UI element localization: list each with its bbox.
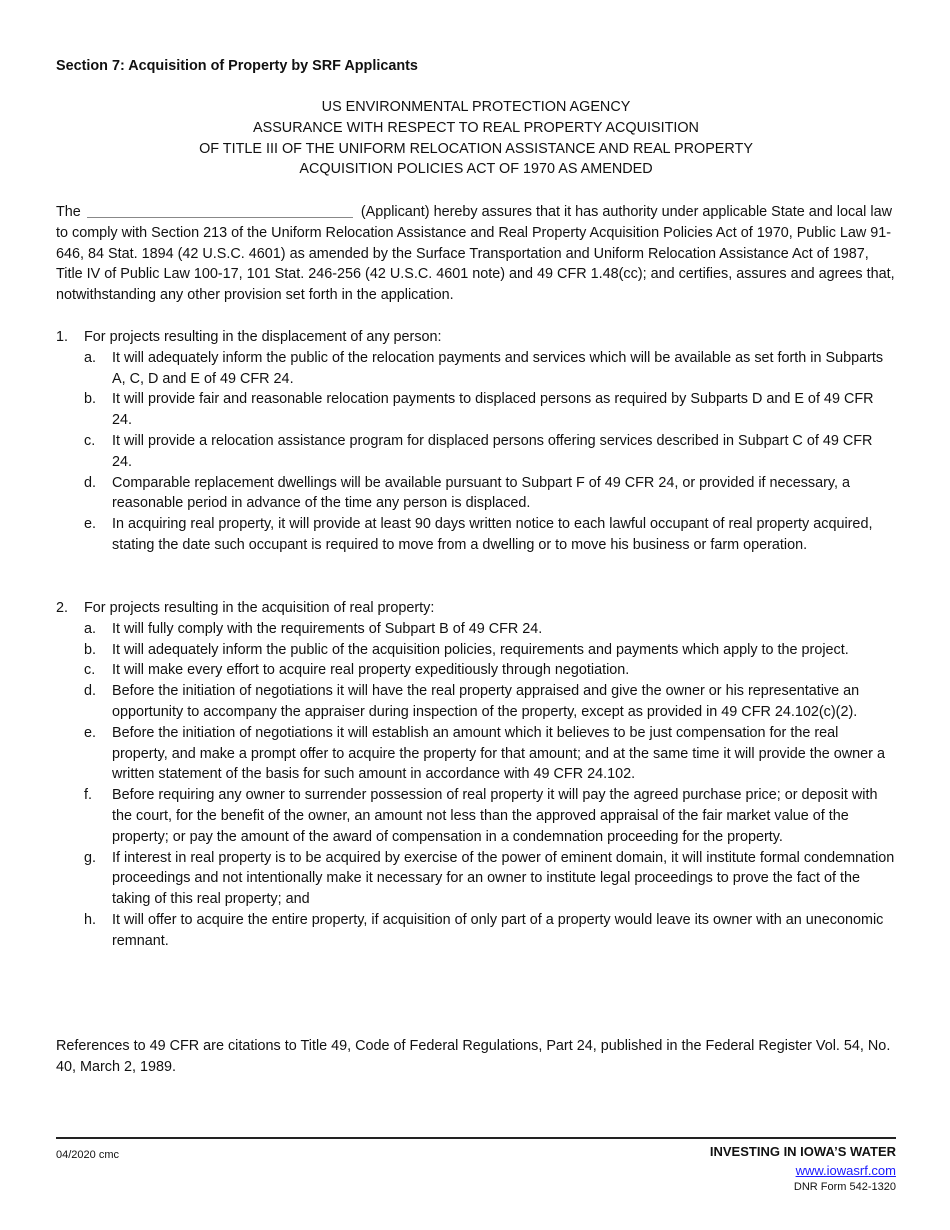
- website-link[interactable]: www.iowasrf.com: [795, 1163, 896, 1178]
- item-text: It will provide a relocation assistance program for displaced persons offering services described in Subpart C of 49 CFR 24.: [112, 432, 873, 470]
- list-item: [56, 723, 896, 785]
- list-heading-text: For projects resulting in the acquisition of real property:: [84, 600, 435, 616]
- list-item: [56, 514, 896, 556]
- item-text: Before the initiation of negotiations it will have the real property appraised and give the owner or his representative an opportunity to accompany the appraiser during inspection of the property, except as provided in 49 CFR 24.102(c)(2).: [112, 683, 860, 720]
- item-text: It will offer to acquire the entire property, if acquisition of only part of a property would leave its owner with an uneconomic remnant.: [112, 911, 884, 949]
- list-item: [56, 431, 896, 473]
- header-line-1: US ENVIRONMENTAL PROTECTION AGENCY: [321, 99, 631, 115]
- item-letter: e.: [84, 516, 97, 533]
- item-letter: d.: [84, 474, 97, 491]
- header-line-2: ASSURANCE WITH RESPECT TO REAL PROPERTY ACQUISITION: [253, 119, 699, 136]
- item-letter: g.: [84, 849, 97, 866]
- item-text: It will provide fair and reasonable relocation payments to displaced persons as required by Subparts D and E of 49 CFR 24.: [112, 391, 874, 429]
- displacement-heading: [56, 327, 896, 348]
- item-text: Comparable replacement dwellings will be available pursuant to Subpart F of 49 CFR 24, or provided if necessary, a reasonable period in advance of the time any person is displaced.: [112, 474, 851, 512]
- item-letter: c.: [84, 662, 96, 679]
- item-text: It will make every effort to acquire real property expeditiously through negotiation.: [112, 662, 630, 679]
- acquisition-list: [56, 598, 896, 952]
- list-item: [56, 660, 896, 681]
- item-text: It will adequately inform the public of the acquisition policies, requirements and payments which apply to the project.: [112, 641, 849, 658]
- list-item: [56, 619, 896, 640]
- agency-header: [56, 97, 896, 180]
- item-letter: d.: [84, 683, 97, 700]
- form-number: DNR Form 542-1320: [793, 1181, 896, 1193]
- footer-branding: [710, 1142, 896, 1194]
- references-paragraph: References to 49 CFR are citations to Title 49, Code of Federal Regulations, Part 24, published in the Federal Register Vol. 54, No. 40, March 2, 1989.: [56, 1038, 891, 1075]
- list-item: [56, 910, 896, 952]
- item-text: If interest in real property is to be acquired by exercise of the power of eminent domain, it will institute formal condemnation proceedings and not intentionally make it necessary for an owner to institute legal proceedings to prove the fact of the taking of this real property; and: [112, 849, 895, 908]
- list-item: [56, 389, 896, 431]
- list-number: 2.: [56, 600, 69, 616]
- footer-divider: [56, 1137, 896, 1139]
- acquisition-sublist: [56, 619, 896, 952]
- list-item: [56, 348, 896, 390]
- displacement-sublist: [56, 348, 896, 556]
- list-item: [56, 640, 896, 661]
- list-item: [56, 785, 896, 847]
- item-letter: a.: [84, 349, 97, 366]
- revision-note: 04/2020 cmc: [56, 1149, 119, 1161]
- item-text: It will adequately inform the public of the relocation payments and services which will be available as set forth in Subparts A, C, D and E of 49 CFR 24.: [112, 349, 884, 387]
- list-item: [56, 681, 896, 723]
- item-letter: f.: [84, 787, 92, 804]
- item-letter: h.: [84, 911, 97, 928]
- applicant-name-field[interactable]: [87, 203, 353, 218]
- list-item: [56, 473, 896, 515]
- item-letter: e.: [84, 724, 97, 741]
- list-number: 1.: [56, 329, 69, 345]
- intro-body: (Applicant) hereby assures that it has authority under applicable State and local law to comply with Section 213 of the Uniform Relocation Assistance and Real Property Acquisition Policies Act of 1970, Public Law 91-646, 84 Stat. 1894 (42 U.S.C. 4601) as amended by the Surface Transportation and Uniform Relocation Assistance Act of 1987, Title IV of Public Law 100-17, 101 Stat. 246-256 (42 U.S.C. 4601 note) and 49 CFR 1.48(cc); and certifies, assures and agrees that, notwithstanding any other provision set forth in the application.: [56, 204, 895, 304]
- item-letter: c.: [84, 432, 96, 449]
- item-text: Before requiring any owner to surrender possession of real property it will pay the agreed purchase price; or deposit with the court, for the benefit of the owner, an amount not less than the approved appraisal of the fair market value of the property; or pay the amount of the award of compensation in a condemnation proceeding for the property.: [112, 787, 878, 845]
- section-title: Section 7: Acquisition of Property by SRF Applicants: [56, 58, 418, 74]
- item-text: It will fully comply with the requirements of Subpart B of 49 CFR 24.: [112, 620, 543, 637]
- acquisition-heading: [56, 598, 896, 619]
- intro-paragraph: [56, 202, 896, 306]
- item-letter: a.: [84, 620, 97, 637]
- header-line-3: OF TITLE III OF THE UNIFORM RELOCATION ASSISTANCE AND REAL PROPERTY: [199, 140, 753, 157]
- intro-lead: The: [56, 204, 81, 220]
- item-text: Before the initiation of negotiations it will establish an amount which it believes to be just compensation for the real property, and make a prompt offer to acquire the property for that amount; and at the same time it will provide the owner a written statement of the basis for such amount in accordance with 49 CFR 24.102.: [112, 724, 885, 783]
- displacement-list: [56, 327, 896, 556]
- item-letter: b.: [84, 391, 97, 408]
- header-line-4: ACQUISITION POLICIES ACT OF 1970 AS AMENDED: [299, 161, 653, 178]
- list-heading-text: For projects resulting in the displacement of any person:: [84, 329, 442, 345]
- item-letter: b.: [84, 641, 97, 658]
- list-item: [56, 848, 896, 910]
- item-text: In acquiring real property, it will provide at least 90 days written notice to each lawful occupant of real property acquired, stating the date such occupant is required to move from a dwelling or to move his business or farm operation.: [112, 516, 873, 553]
- footer-tagline: INVESTING IN IOWA’S WATER: [709, 1144, 896, 1159]
